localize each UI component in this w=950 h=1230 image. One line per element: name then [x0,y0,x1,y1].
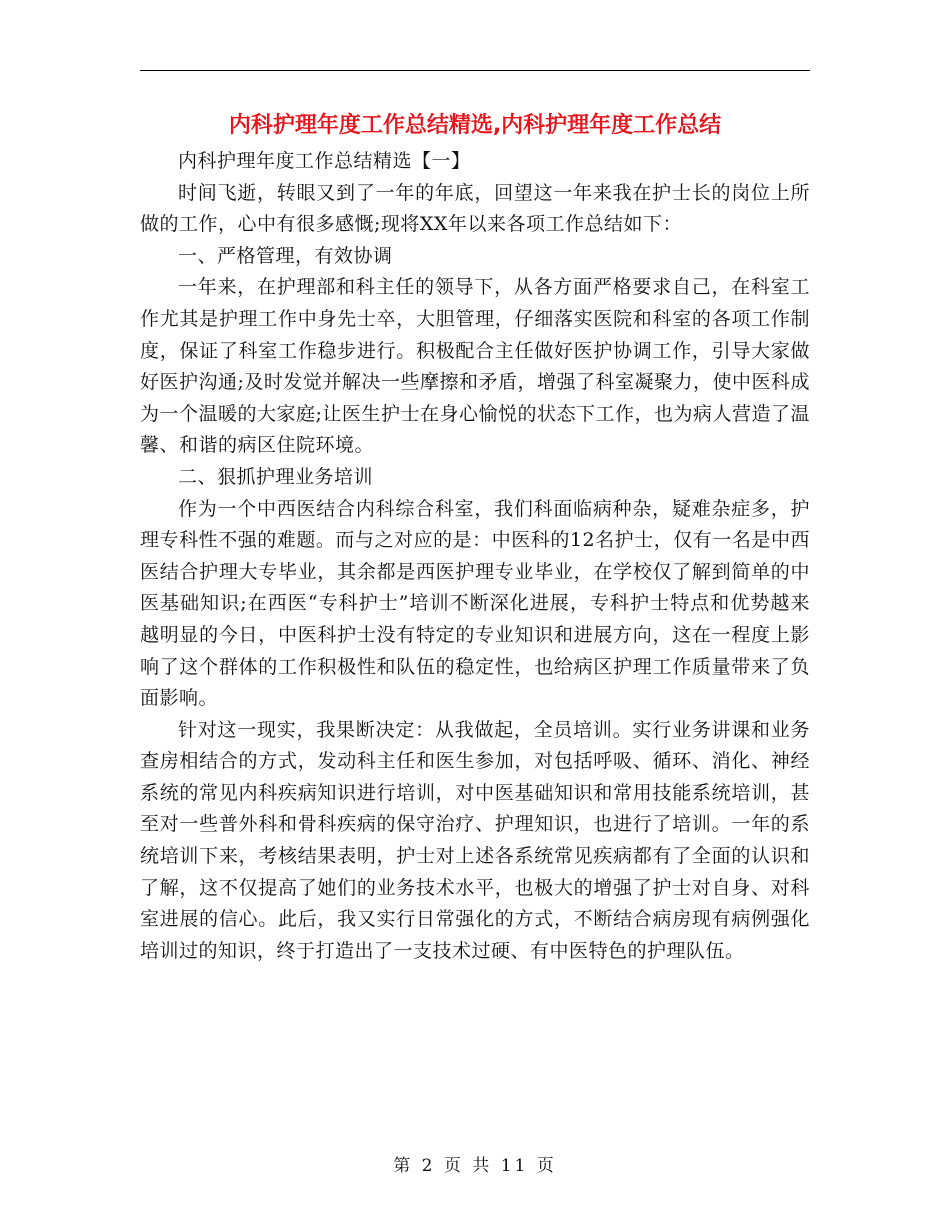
intro-paragraph: 时间飞逝，转眼又到了一年的年底，回望这一年来我在护士长的岗位上所做的工作，心中有很多感慨;现将XX年以来各项工作总结如下： [140,181,810,236]
management-paragraph: 一年来，在护理部和科主任的领导下，从各方面严格要求自己，在科室工作尤其是护理工作中身先士卒，大胆管理，仔细落实医院和科室的各项工作制度，保证了科室工作稳步进行。积极配合主任做好医护协调工作，引导大家做好医护沟通;及时发觉并解决一些摩擦和矛盾，增强了科室凝聚力，使中医科成为一个温暖的大家庭;让医生护士在身心愉悦的状态下工作，也为病人营造了温馨、和谐的病区住院环境。 [140,276,810,457]
section-heading-1: 内科护理年度工作总结精选【一】 [178,150,471,172]
subheading-training: 二、狠抓护理业务培训 [178,465,374,488]
page-number: 第 2 页 共 11 页 [393,1156,557,1176]
header-rule [140,70,810,71]
training-paragraph-1: 作为一个中西医结合内科综合科室，我们科面临病种杂，疑难杂症多，护理专科性不强的难题。而与之对应的是：中医科的12名护士，仅有一名是中西医结合护理大专毕业，其余都是西医护理专业毕业，在学校仅了解到简单的中医基础知识;在西医“专科护士”培训不断深化进展，专科护士特点和优势越来越明显的今日，中医科护士没有特定的专业知识和进展方向，这在一程度上影响了这个群体的工作积极性和队伍的稳定性，也给病区护理工作质量带来了负面影响。 [140,497,810,710]
training-paragraph-2: 针对这一现实，我果断决定：从我做起，全员培训。实行业务讲课和业务查房相结合的方式，发动科主任和医生参加，对包括呼吸、循环、消化、神经系统的常见内科疾病知识进行培训，对中医基础知识和常用技能系统培训，甚至对一些普外科和骨科疾病的保守治疗、护理知识，也进行了培训。一年的系统培训下来，考核结果表明，护士对上述各系统常见疾病都有了全面的认识和了解，这不仅提高了她们的业务技术水平，也极大的增强了护士对自身、对科室进展的信心。此后，我又实行日常强化的方式，不断结合病房现有病例强化培训过的知识，终于打造出了一支技术过硬、有中医特色的护理队伍。 [140,718,810,962]
document-title: 内科护理年度工作总结精选,内科护理年度工作总结 [228,113,722,138]
document-body [140,146,810,967]
subheading-management: 一、严格管理，有效协调 [178,244,393,267]
